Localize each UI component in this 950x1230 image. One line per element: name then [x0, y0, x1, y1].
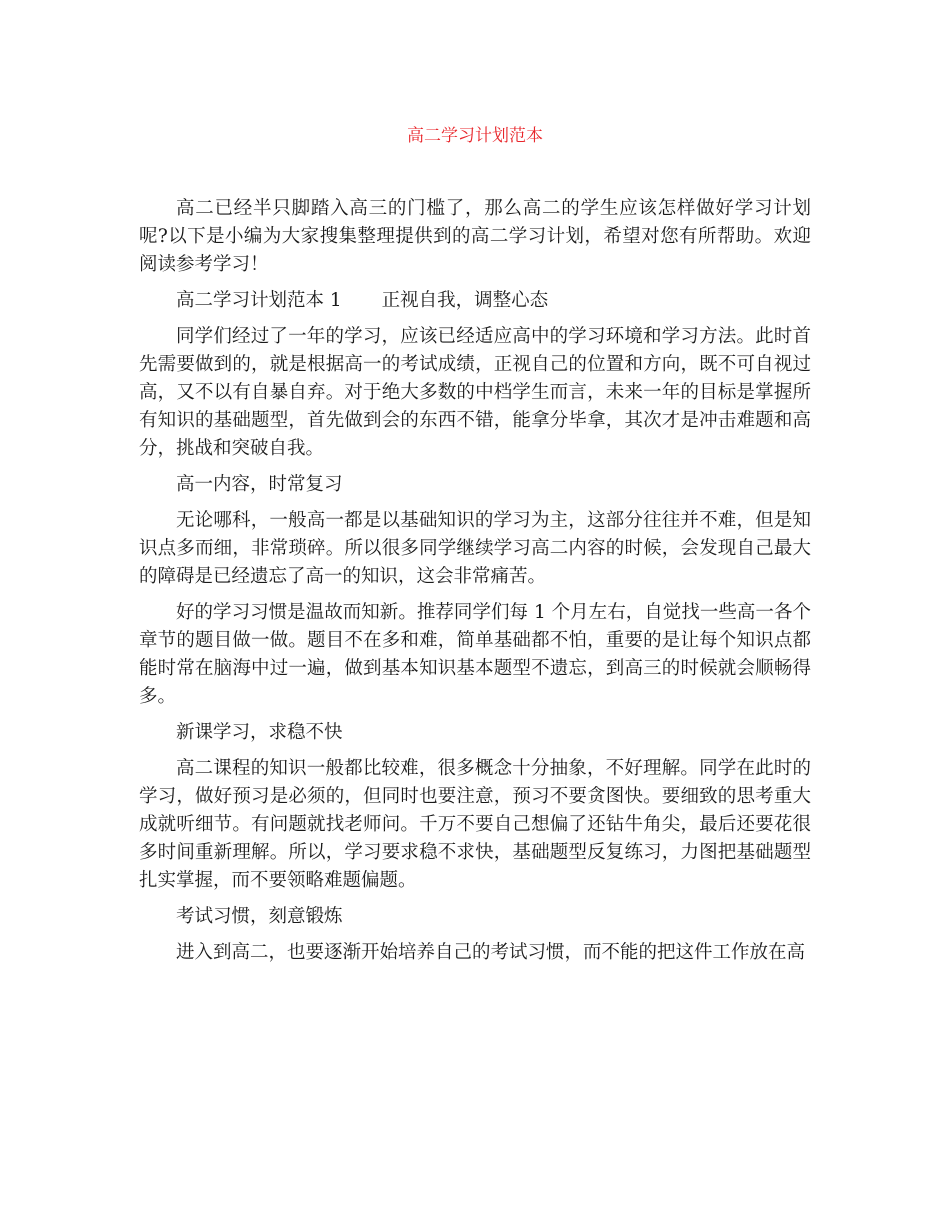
document-title: 高二学习计划范本: [407, 126, 543, 146]
intro-paragraph: 高二已经半只脚踏入高三的门槛了，那么高二的学生应该怎样做好学习计划呢?以下是小编为大家搜集整理提供到的高二学习计划，希望对您有所帮助。欢迎阅读参考学习！: [139, 198, 811, 275]
heading-4: 考试习惯，刻意锻炼: [176, 906, 343, 927]
section-1-heading-line: [139, 287, 811, 315]
section-1-heading: 正视自我，调整心态: [381, 290, 549, 311]
heading-3: 新课学习，求稳不快: [176, 722, 343, 743]
paragraph-2: 无论哪科，一般高一都是以基础知识的学习为主，这部分往往并不难，但是知识点多而细，非常琐碎。所以很多同学继续学习高二内容的时候，会发现自己最大的障碍是已经遗忘了高一的知识，这会非常痛苦。: [139, 510, 811, 587]
paragraph-1: 同学们经过了一年的学习，应该已经适应高中的学习环境和学习方法。此时首先需要做到的，就是根据高一的考试成绩，正视自己的位置和方向，既不可自视过高，又不以有自暴自弃。对于绝大多数的中档学生而言，未来一年的目标是掌握所有知识的基础题型，首先做到会的东西不错，能拿分毕拿，其次才是冲击难题和高分，挑战和突破自我。: [139, 326, 811, 459]
paragraph-4: 高二课程的知识一般都比较难，很多概念十分抽象，不好理解。同学在此时的学习，做好预习是必须的，但同时也要注意，预习不要贪图快。要细致的思考重大成就听细节。有问题就找老师问。千万不要自己想偏了还钻牛角尖，最后还要花很多时间重新理解。所以，学习要求稳不求快，基础题型反复练习，力图把基础题型扎实掌握，而不要领略难题偏题。: [139, 758, 811, 891]
section-1-label: 高二学习计划范本 1: [176, 290, 342, 311]
paragraph-5: 进入到高二，也要逐渐开始培养自己的考试习惯，而不能的把这件工作放在高: [176, 942, 806, 963]
heading-2: 高一内容，时常复习: [176, 474, 343, 495]
paragraph-3: 好的学习习惯是温故而知新。推荐同学们每 1 个月左右，自觉找一些高一各个章节的题目做一做。题目不在多和难，简单基础都不怕，重要的是让每个知识点都能时常在脑海中过一遍，做到基本知识基本题型不遗忘，到高三的时候就会顺畅得多。: [139, 602, 811, 707]
document-body: [139, 195, 811, 975]
